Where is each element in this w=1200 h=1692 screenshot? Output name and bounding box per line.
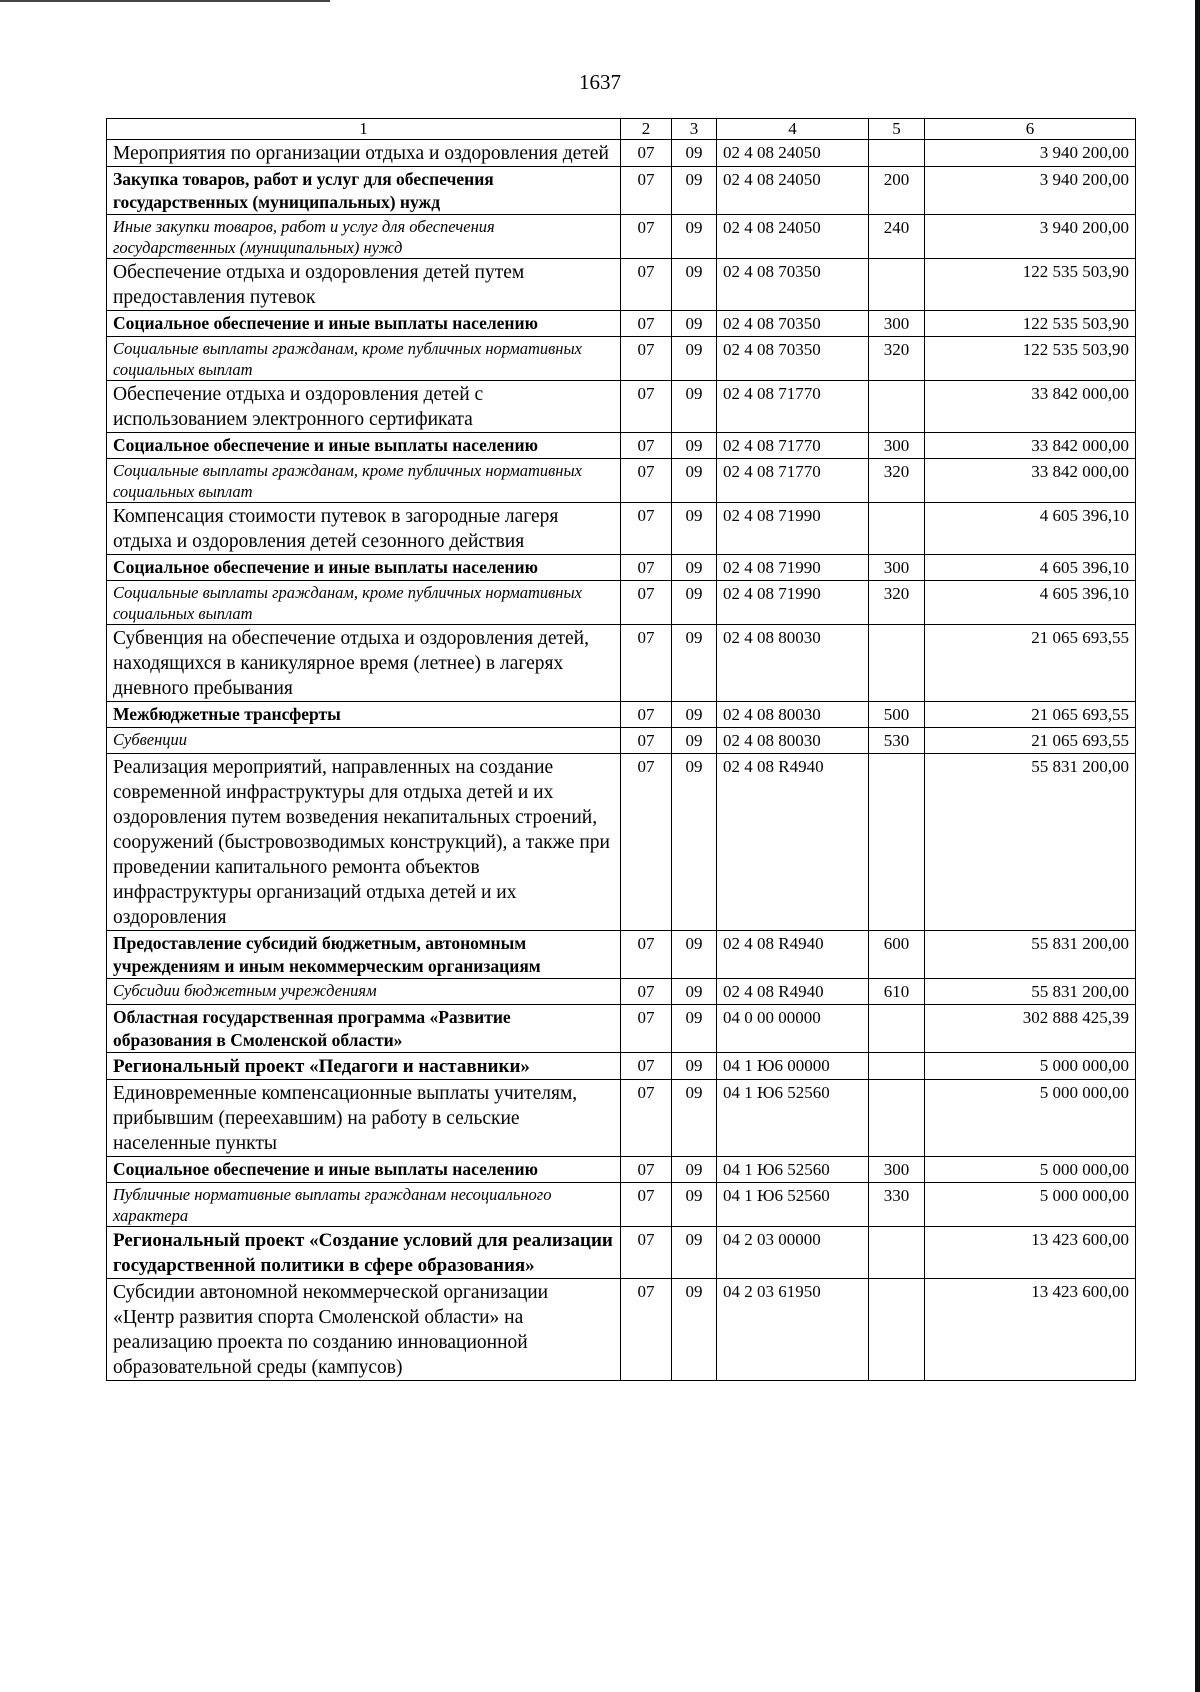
target-article-code: 02 4 08 71990 [717, 503, 869, 555]
expense-type-code: 600 [869, 931, 925, 979]
expense-type-code: 300 [869, 1157, 925, 1183]
table-row [107, 459, 1136, 503]
subsection-code: 09 [672, 503, 717, 555]
row-name: Компенсация стоимости путевок в загородные лагеря отдыха и оздоровления детей сезонного действия [107, 503, 621, 555]
amount: 21 065 693,55 [925, 702, 1136, 728]
row-name: Субвенции [107, 728, 621, 754]
section-code: 07 [621, 581, 672, 625]
target-article-code: 04 2 03 61950 [717, 1279, 869, 1381]
expense-type-code: 530 [869, 728, 925, 754]
subsection-code: 09 [672, 581, 717, 625]
amount: 302 888 425,39 [925, 1005, 1136, 1053]
expense-type-code [869, 1227, 925, 1279]
subsection-code: 09 [672, 702, 717, 728]
amount: 5 000 000,00 [925, 1053, 1136, 1080]
subsection-code: 09 [672, 754, 717, 931]
expense-type-code: 240 [869, 215, 925, 259]
amount: 5 000 000,00 [925, 1080, 1136, 1157]
expense-type-code [869, 1005, 925, 1053]
section-code: 07 [621, 215, 672, 259]
target-article-code: 02 4 08 24050 [717, 167, 869, 215]
amount: 33 842 000,00 [925, 381, 1136, 433]
page-number: 1637 [579, 70, 621, 94]
table-row [107, 433, 1136, 459]
amount: 13 423 600,00 [925, 1279, 1136, 1381]
expense-type-code [869, 381, 925, 433]
amount: 55 831 200,00 [925, 754, 1136, 931]
target-article-code: 02 4 08 R4940 [717, 979, 869, 1005]
target-article-code: 02 4 08 R4940 [717, 754, 869, 931]
expense-type-code: 300 [869, 311, 925, 337]
column-header-2: 2 [621, 119, 672, 140]
section-code: 07 [621, 1080, 672, 1157]
table-row [107, 215, 1136, 259]
column-header-3: 3 [672, 119, 717, 140]
column-header-6: 6 [925, 119, 1136, 140]
subsection-code: 09 [672, 979, 717, 1005]
target-article-code: 02 4 08 70350 [717, 259, 869, 311]
row-name: Социальные выплаты гражданам, кроме публичных нормативных социальных выплат [107, 459, 621, 503]
target-article-code: 02 4 08 70350 [717, 337, 869, 381]
section-code: 07 [621, 259, 672, 311]
target-article-code: 02 4 08 R4940 [717, 931, 869, 979]
section-code: 07 [621, 311, 672, 337]
table-row [107, 1279, 1136, 1381]
expense-type-code [869, 1080, 925, 1157]
row-name: Обеспечение отдыха и оздоровления детей путем предоставления путевок [107, 259, 621, 311]
row-name: Предоставление субсидий бюджетным, автономным учреждениям и иным некоммерческим организациям [107, 931, 621, 979]
column-header-4: 4 [717, 119, 869, 140]
subsection-code: 09 [672, 1005, 717, 1053]
amount: 55 831 200,00 [925, 979, 1136, 1005]
amount: 4 605 396,10 [925, 503, 1136, 555]
target-article-code: 04 1 Ю6 52560 [717, 1183, 869, 1227]
subsection-code: 09 [672, 140, 717, 167]
section-code: 07 [621, 1157, 672, 1183]
section-code: 07 [621, 1005, 672, 1053]
table-row [107, 931, 1136, 979]
table-row [107, 140, 1136, 167]
section-code: 07 [621, 381, 672, 433]
row-name: Субсидии бюджетным учреждениям [107, 979, 621, 1005]
row-name: Обеспечение отдыха и оздоровления детей с использованием электронного сертификата [107, 381, 621, 433]
expense-type-code: 200 [869, 167, 925, 215]
row-name: Субвенция на обеспечение отдыха и оздоровления детей, находящихся в каникулярное время (летнее) в лагерях дневного пребывания [107, 625, 621, 702]
amount: 5 000 000,00 [925, 1183, 1136, 1227]
amount: 55 831 200,00 [925, 931, 1136, 979]
target-article-code: 02 4 08 80030 [717, 728, 869, 754]
table-row [107, 702, 1136, 728]
scan-edge-top [0, 0, 330, 2]
section-code: 07 [621, 337, 672, 381]
target-article-code: 02 4 08 71990 [717, 555, 869, 581]
expense-type-code: 300 [869, 433, 925, 459]
target-article-code: 04 2 03 00000 [717, 1227, 869, 1279]
amount: 3 940 200,00 [925, 215, 1136, 259]
target-article-code: 02 4 08 80030 [717, 625, 869, 702]
row-name: Иные закупки товаров, работ и услуг для обеспечения государственных (муниципальных) нужд [107, 215, 621, 259]
table-row [107, 311, 1136, 337]
target-article-code: 02 4 08 24050 [717, 215, 869, 259]
target-article-code: 04 1 Ю6 00000 [717, 1053, 869, 1080]
table-row [107, 167, 1136, 215]
expense-type-code: 320 [869, 459, 925, 503]
section-code: 07 [621, 167, 672, 215]
subsection-code: 09 [672, 215, 717, 259]
table-row [107, 1227, 1136, 1279]
subsection-code: 09 [672, 555, 717, 581]
expense-type-code: 320 [869, 581, 925, 625]
target-article-code: 04 1 Ю6 52560 [717, 1080, 869, 1157]
section-code: 07 [621, 979, 672, 1005]
amount: 13 423 600,00 [925, 1227, 1136, 1279]
section-code: 07 [621, 1279, 672, 1381]
row-name: Мероприятия по организации отдыха и оздоровления детей [107, 140, 621, 167]
target-article-code: 02 4 08 71990 [717, 581, 869, 625]
expense-type-code: 300 [869, 555, 925, 581]
amount: 5 000 000,00 [925, 1157, 1136, 1183]
expense-type-code [869, 1053, 925, 1080]
section-code: 07 [621, 1183, 672, 1227]
row-name: Региональный проект «Педагоги и наставники» [107, 1053, 621, 1080]
subsection-code: 09 [672, 167, 717, 215]
table-row [107, 555, 1136, 581]
section-code: 07 [621, 555, 672, 581]
subsection-code: 09 [672, 1183, 717, 1227]
table-row [107, 1183, 1136, 1227]
target-article-code: 04 1 Ю6 52560 [717, 1157, 869, 1183]
amount: 21 065 693,55 [925, 625, 1136, 702]
amount: 122 535 503,90 [925, 259, 1136, 311]
expense-type-code: 610 [869, 979, 925, 1005]
amount: 4 605 396,10 [925, 555, 1136, 581]
section-code: 07 [621, 754, 672, 931]
section-code: 07 [621, 433, 672, 459]
target-article-code: 04 0 00 00000 [717, 1005, 869, 1053]
table-row [107, 1053, 1136, 1080]
row-name: Социальное обеспечение и иные выплаты населению [107, 555, 621, 581]
subsection-code: 09 [672, 381, 717, 433]
target-article-code: 02 4 08 71770 [717, 433, 869, 459]
subsection-code: 09 [672, 728, 717, 754]
amount: 122 535 503,90 [925, 337, 1136, 381]
expense-type-code [869, 140, 925, 167]
amount: 3 940 200,00 [925, 167, 1136, 215]
section-code: 07 [621, 728, 672, 754]
expense-type-code [869, 754, 925, 931]
subsection-code: 09 [672, 459, 717, 503]
expense-type-code [869, 503, 925, 555]
scan-edge-right [1195, 0, 1200, 1692]
row-name: Межбюджетные трансферты [107, 702, 621, 728]
subsection-code: 09 [672, 1053, 717, 1080]
budget-table [106, 118, 1136, 1381]
row-name: Единовременные компенсационные выплаты учителям, прибывшим (переехавшим) на работу в сельские населенные пункты [107, 1080, 621, 1157]
section-code: 07 [621, 1053, 672, 1080]
subsection-code: 09 [672, 337, 717, 381]
table-row [107, 337, 1136, 381]
table-row [107, 979, 1136, 1005]
subsection-code: 09 [672, 259, 717, 311]
target-article-code: 02 4 08 70350 [717, 311, 869, 337]
row-name: Реализация мероприятий, направленных на создание современной инфраструктуры для отдыха детей и их оздоровления путем возведения некапитальных строений, сооружений (быстровозводимых конструкций), а также при проведении капитального ремонта объектов инфраструктуры организаций отдыха детей и их оздоровления [107, 754, 621, 931]
table-row [107, 625, 1136, 702]
subsection-code: 09 [672, 311, 717, 337]
expense-type-code: 500 [869, 702, 925, 728]
table-row [107, 754, 1136, 931]
expense-type-code: 330 [869, 1183, 925, 1227]
column-header-5: 5 [869, 119, 925, 140]
row-name: Областная государственная программа «Развитие образования в Смоленской области» [107, 1005, 621, 1053]
amount: 122 535 503,90 [925, 311, 1136, 337]
target-article-code: 02 4 08 71770 [717, 459, 869, 503]
row-name: Закупка товаров, работ и услуг для обеспечения государственных (муниципальных) нужд [107, 167, 621, 215]
row-name: Социальные выплаты гражданам, кроме публичных нормативных социальных выплат [107, 581, 621, 625]
table-row [107, 581, 1136, 625]
subsection-code: 09 [672, 625, 717, 702]
expense-type-code: 320 [869, 337, 925, 381]
table-row [107, 259, 1136, 311]
amount: 4 605 396,10 [925, 581, 1136, 625]
row-name: Субсидии автономной некоммерческой организации «Центр развития спорта Смоленской области» на реализацию проекта по созданию инновационной образовательной среды (кампусов) [107, 1279, 621, 1381]
target-article-code: 02 4 08 80030 [717, 702, 869, 728]
expense-type-code [869, 625, 925, 702]
row-name: Публичные нормативные выплаты гражданам несоциального характера [107, 1183, 621, 1227]
row-name: Социальное обеспечение и иные выплаты населению [107, 433, 621, 459]
amount: 21 065 693,55 [925, 728, 1136, 754]
section-code: 07 [621, 140, 672, 167]
amount: 33 842 000,00 [925, 433, 1136, 459]
column-number-row [107, 119, 1136, 140]
table-row [107, 381, 1136, 433]
section-code: 07 [621, 625, 672, 702]
subsection-code: 09 [672, 433, 717, 459]
target-article-code: 02 4 08 24050 [717, 140, 869, 167]
section-code: 07 [621, 503, 672, 555]
table-row [107, 503, 1136, 555]
expense-type-code [869, 1279, 925, 1381]
table-row [107, 1005, 1136, 1053]
column-header-1: 1 [107, 119, 621, 140]
table-row [107, 1080, 1136, 1157]
expense-type-code [869, 259, 925, 311]
row-name: Региональный проект «Создание условий для реализации государственной политики в сфере образования» [107, 1227, 621, 1279]
section-code: 07 [621, 931, 672, 979]
section-code: 07 [621, 702, 672, 728]
table-row [107, 1157, 1136, 1183]
subsection-code: 09 [672, 1227, 717, 1279]
subsection-code: 09 [672, 1157, 717, 1183]
section-code: 07 [621, 459, 672, 503]
row-name: Социальное обеспечение и иные выплаты населению [107, 1157, 621, 1183]
subsection-code: 09 [672, 1279, 717, 1381]
section-code: 07 [621, 1227, 672, 1279]
row-name: Социальные выплаты гражданам, кроме публичных нормативных социальных выплат [107, 337, 621, 381]
subsection-code: 09 [672, 931, 717, 979]
row-name: Социальное обеспечение и иные выплаты населению [107, 311, 621, 337]
subsection-code: 09 [672, 1080, 717, 1157]
target-article-code: 02 4 08 71770 [717, 381, 869, 433]
amount: 33 842 000,00 [925, 459, 1136, 503]
amount: 3 940 200,00 [925, 140, 1136, 167]
table-row [107, 728, 1136, 754]
